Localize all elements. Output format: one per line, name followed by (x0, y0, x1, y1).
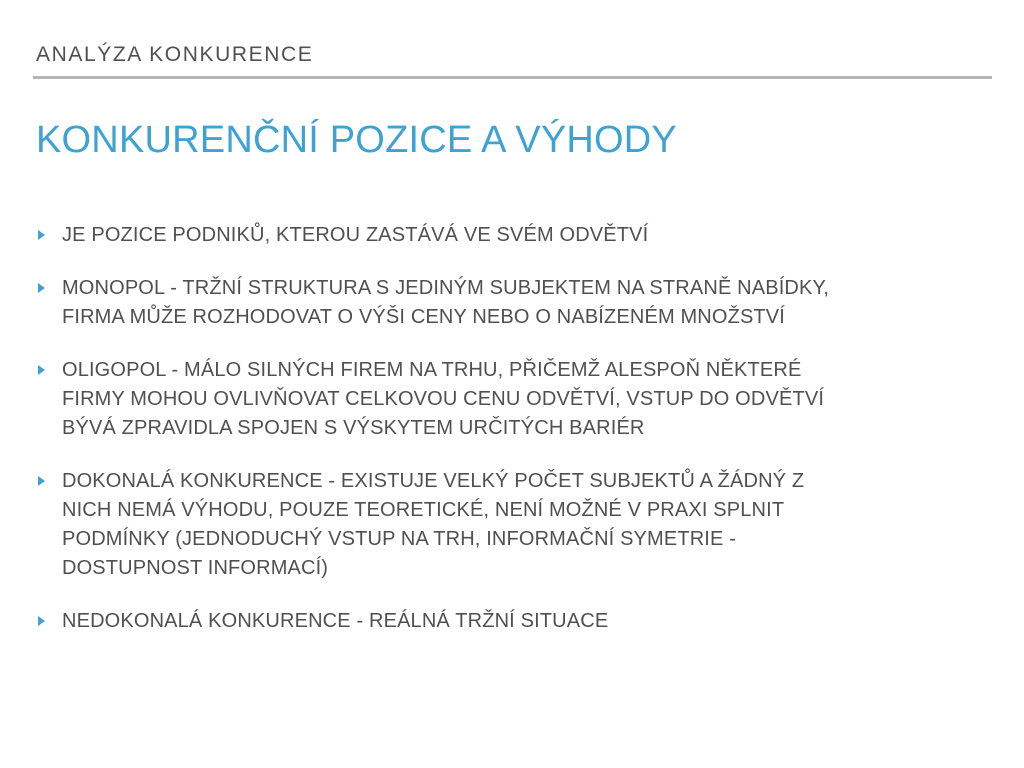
triangle-bullet-icon (36, 467, 62, 496)
bullet-text: MONOPOL - TRŽNÍ STRUKTURA S JEDINÝM SUBJEKTEM NA STRANĚ NABÍDKY, FIRMA MŮŽE ROZHODOVAT O VÝŠI CENY NEBO O NABÍZENÉM MNOŽSTVÍ (62, 277, 830, 328)
slide-title: KONKURENČNÍ POZICE A VÝHODY (36, 119, 677, 161)
bullet-item (36, 356, 986, 443)
bullet-item (36, 274, 986, 332)
bullet-text: DOKONALÁ KONKURENCE - EXISTUJE VELKÝ POČET SUBJEKTŮ A ŽÁDNÝ Z NICH NEMÁ VÝHODU, POUZE TEORETICKÉ, NENÍ MOŽNÉ V PRAXI SPLNIT PODMÍNKY (JEDNODUCHÝ VSTUP NA TRH, INFORMAČNÍ SYMETRIE - DOSTUPNOST INFORMACÍ) (62, 470, 805, 579)
bullet-item (36, 467, 986, 583)
bullet-text: NEDOKONALÁ KONKURENCE - REÁLNÁ TRŽNÍ SITUACE (62, 610, 609, 632)
bullet-list (36, 221, 986, 660)
triangle-bullet-icon (36, 607, 62, 636)
bullet-item (36, 607, 986, 636)
triangle-bullet-icon (36, 356, 62, 385)
header-divider (33, 76, 992, 79)
bullet-text: OLIGOPOL - MÁLO SILNÝCH FIREM NA TRHU, PŘIČEMŽ ALESPOŇ NĚKTERÉ FIRMY MOHOU OVLIVŇOVAT CELKOVOU CENU ODVĚTVÍ, VSTUP DO ODVĚTVÍ BÝVÁ ZPRAVIDLA SPOJEN S VÝSKYTEM URČITÝCH BARIÉR (62, 359, 825, 439)
bullet-item (36, 221, 986, 250)
section-label: ANALÝZA KONKURENCE (36, 43, 314, 66)
bullet-text: JE POZICE PODNIKŮ, KTEROU ZASTÁVÁ VE SVÉM ODVĚTVÍ (62, 224, 649, 246)
triangle-bullet-icon (36, 221, 62, 250)
triangle-bullet-icon (36, 274, 62, 303)
